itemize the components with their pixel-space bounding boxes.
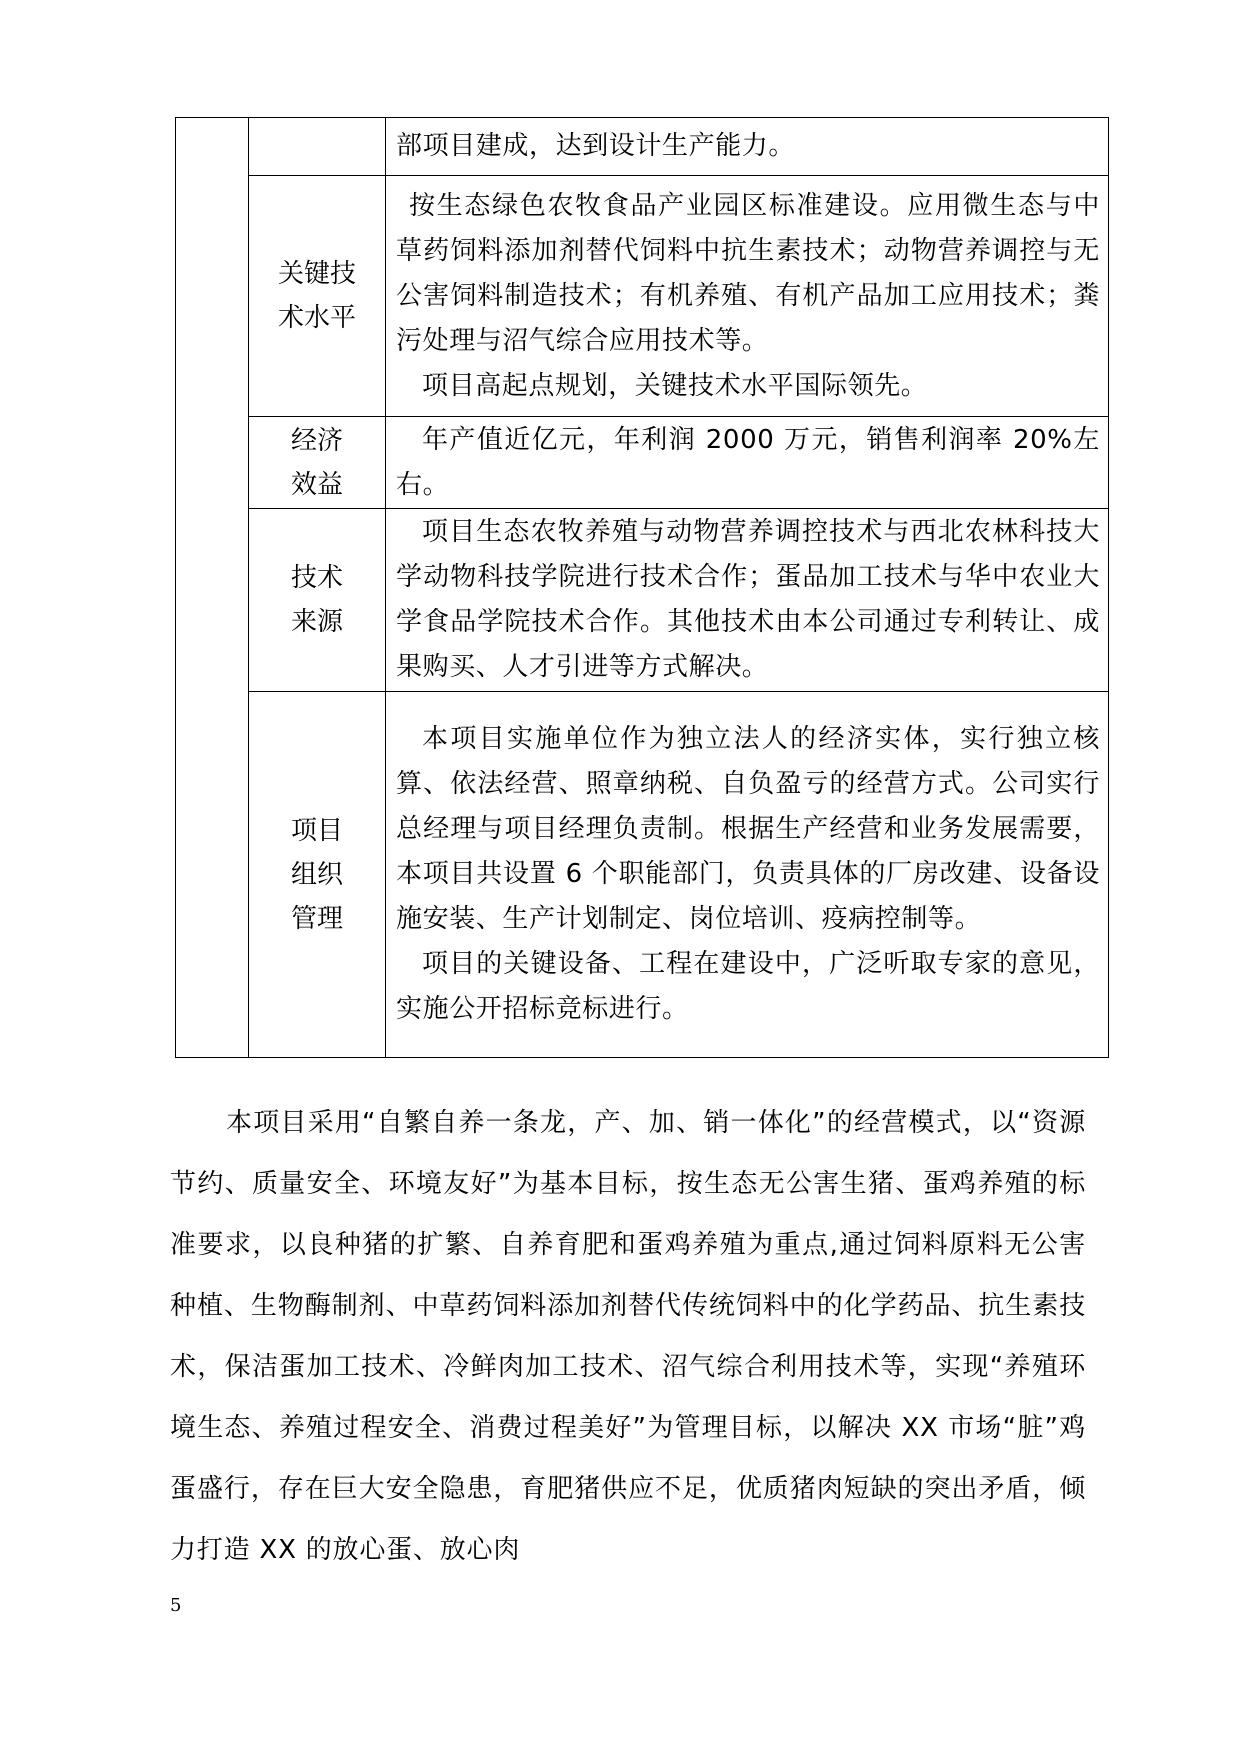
content-paragraph: 本项目实施单位作为独立法人的经济实体，实行独立核算、依法经营、照章纳税、自负盈亏的经营方式。公司实行总经理与项目经理负责制。根据生产经营和业务发展需要，本项目共设置 6 个职能部门，负责具体的厂房改建、设备设施安装、生产计划制定、岗位培训、疫病控制等。	[396, 724, 1100, 934]
content-paragraph: 年产值近亿元，年利润 2000 万元，销售利润率 20%左右。	[396, 424, 1100, 500]
row-content	[386, 417, 1109, 509]
table-row	[176, 417, 1109, 509]
row-content	[386, 118, 1109, 176]
row-label-technology-source	[249, 509, 386, 692]
content-paragraph: 项目的关键设备、工程在建设中，广泛听取专家的意见，实施公开招标竞标进行。	[396, 949, 1100, 1024]
project-info-table	[175, 117, 1109, 1058]
label-line: 技术	[290, 563, 343, 593]
body-paragraph: 本项目采用“自繁自养一条龙，产、加、销一体化”的经营模式，以“资源节约、质量安全、环境友好”为基本目标，按生态无公害生猪、蛋鸡养殖的标准要求，以良种猪的扩繁、自养育肥和蛋鸡养殖为重点,通过饲料原料无公害种植、生物酶制剂、中草药饲料添加剂替代传统饲料中的化学药品、抗生素技术，保洁蛋加工技术、冷鲜肉加工技术、沼气综合利用技术等，实现“养殖环境生态、养殖过程安全、消费过程美好”为管理目标，以解决 XX 市场“脏”鸡蛋盛行，存在巨大安全隐患，育肥猪供应不足，优质猪肉短缺的突出矛盾，倾力打造 XX 的放心蛋、放心肉	[170, 1108, 1086, 1565]
row-content	[386, 692, 1109, 1058]
label-line: 经济	[290, 425, 343, 456]
row-content	[386, 509, 1109, 692]
row-label-economic-benefit	[249, 417, 386, 509]
table-row	[176, 118, 1109, 176]
label-line: 关键技	[277, 259, 356, 289]
label-line: 管理	[290, 903, 343, 934]
body-text	[170, 1093, 1086, 1581]
content-paragraph: 部项目建成，达到设计生产能力。	[396, 131, 796, 161]
table-row	[176, 176, 1109, 417]
label-line: 项目	[290, 815, 343, 846]
content-paragraph: 按生态绿色农牧食品产业园区标准建设。应用微生态与中草药饲料添加剂替代饲料中抗生素技术；动物营养调控与无公害饲料制造技术；有机养殖、有机产品加工应用技术；粪污处理与沼气综合应用技术等。	[396, 190, 1100, 356]
table-row	[176, 692, 1109, 1058]
label-line: 效益	[290, 469, 343, 500]
page-number: 5	[170, 1595, 182, 1616]
row-label-key-technology	[249, 176, 386, 417]
label-line: 术水平	[277, 303, 356, 333]
label-line: 来源	[290, 607, 343, 637]
outer-column-cell	[176, 118, 249, 1058]
label-line: 组织	[290, 859, 343, 890]
content-paragraph: 项目高起点规划，关键技术水平国际领先。	[422, 370, 928, 401]
content-paragraph: 项目生态农牧养殖与动物营养调控技术与西北农林科技大学动物科技学院进行技术合作；蛋品加工技术与华中农业大学食品学院技术合作。其他技术由本公司通过专利转让、成果购买、人才引进等方式解决。	[396, 517, 1100, 682]
row-label-empty	[249, 118, 386, 176]
table-row	[176, 509, 1109, 692]
row-content	[386, 176, 1109, 417]
row-label-project-management	[249, 692, 386, 1058]
